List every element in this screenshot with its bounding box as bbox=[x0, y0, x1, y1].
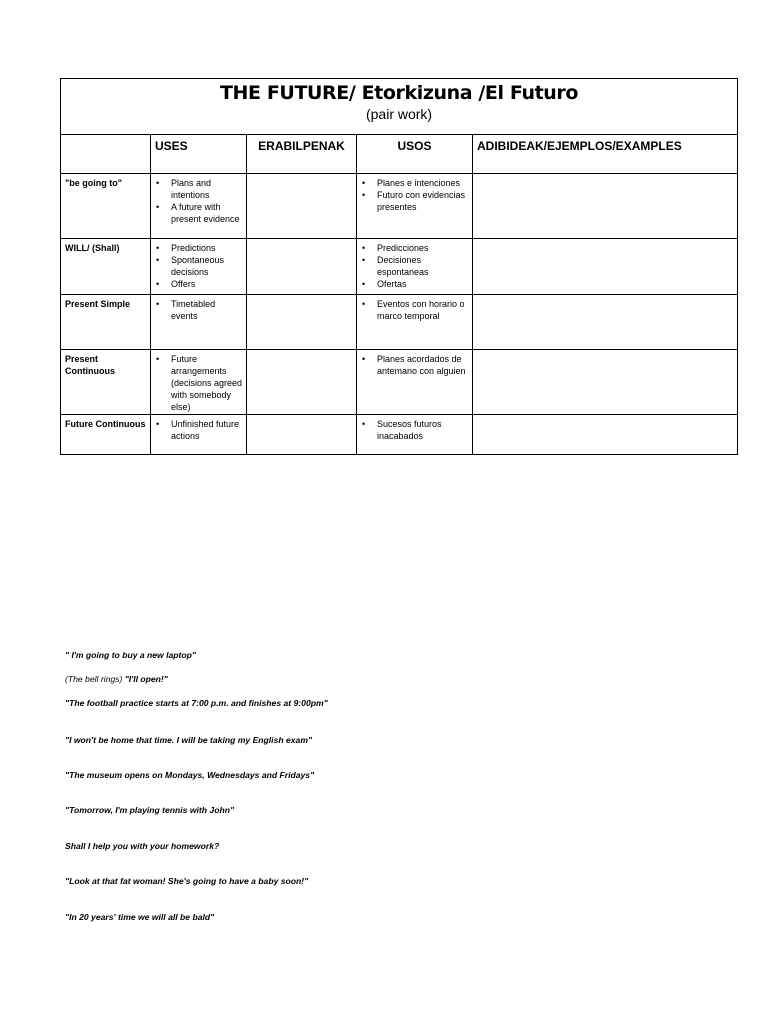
title-cell bbox=[61, 79, 738, 135]
example-sentence: "The football practice starts at 7:00 p.m. and finishes at 9:00pm" bbox=[65, 698, 328, 708]
list-item: • Timetabled events bbox=[151, 298, 246, 322]
future-tenses-table bbox=[60, 78, 738, 455]
header-blank bbox=[61, 135, 151, 174]
erabilpenak-cell bbox=[247, 415, 357, 455]
list-item: • Predictions bbox=[151, 242, 246, 254]
row-label: WILL/ (Shall) bbox=[61, 239, 151, 295]
usos-cell bbox=[357, 239, 473, 295]
examples-cell bbox=[473, 295, 738, 350]
list-item: • Predicciones bbox=[357, 242, 472, 254]
list-item: • Planes acordados de antemano con alguien bbox=[357, 353, 472, 377]
examples-cell bbox=[473, 174, 738, 239]
list-item: • Planes e intenciones bbox=[357, 177, 472, 189]
usos-cell bbox=[357, 174, 473, 239]
uses-cell bbox=[151, 350, 247, 415]
erabilpenak-cell bbox=[247, 174, 357, 239]
list-item: • Spontaneous decisions bbox=[151, 254, 246, 278]
examples-cell bbox=[473, 350, 738, 415]
example-sentence: "In 20 years' time we will all be bald" bbox=[65, 912, 215, 922]
table-row bbox=[61, 295, 738, 350]
table-row bbox=[61, 350, 738, 415]
header-uses: USES bbox=[151, 135, 247, 174]
header-examples: ADIBIDEAK/EJEMPLOS/EXAMPLES bbox=[473, 135, 738, 174]
usos-cell bbox=[357, 350, 473, 415]
list-item: • A future with present evidence bbox=[151, 201, 246, 225]
example-sentence: Shall I help you with your homework? bbox=[65, 841, 220, 851]
erabilpenak-cell bbox=[247, 350, 357, 415]
example-sentence: "Look at that fat woman! She's going to have a baby soon!" bbox=[65, 876, 309, 886]
row-label: Future Continuous bbox=[61, 415, 151, 455]
header-erabilpenak: ERABILPENAK bbox=[247, 135, 357, 174]
examples-cell bbox=[473, 415, 738, 455]
erabilpenak-cell bbox=[247, 295, 357, 350]
list-item: • Offers bbox=[151, 278, 246, 290]
example-sentence: "Tomorrow, I'm playing tennis with John" bbox=[65, 805, 235, 815]
table-row bbox=[61, 174, 738, 239]
page-subtitle: (pair work) bbox=[365, 106, 433, 122]
list-item: • Ofertas bbox=[357, 278, 472, 290]
row-label: "be going to" bbox=[61, 174, 151, 239]
example-sentence: (The bell rings) "I'll open!" bbox=[65, 674, 168, 684]
uses-cell bbox=[151, 239, 247, 295]
list-item: • Eventos con horario o marco temporal bbox=[357, 298, 472, 322]
example-sentence: "The museum opens on Mondays, Wednesdays and Fridays" bbox=[65, 770, 315, 780]
header-usos: USOS bbox=[357, 135, 473, 174]
uses-cell bbox=[151, 174, 247, 239]
table-row bbox=[61, 415, 738, 455]
table-row bbox=[61, 239, 738, 295]
page-title: THE FUTURE/ Etorkizuna /El Futuro bbox=[220, 82, 579, 104]
usos-cell bbox=[357, 295, 473, 350]
example-sentence: "I won't be home that time. I will be taking my English exam" bbox=[65, 735, 313, 745]
row-label: Present Continuous bbox=[61, 350, 151, 415]
list-item: • Sucesos futuros inacabados bbox=[357, 418, 472, 442]
list-item: • Decisiones espontaneas bbox=[357, 254, 472, 278]
uses-cell bbox=[151, 295, 247, 350]
usos-cell bbox=[357, 415, 473, 455]
uses-cell bbox=[151, 415, 247, 455]
row-label: Present Simple bbox=[61, 295, 151, 350]
list-item: • Future arrangements (decisions agreed with somebody else) bbox=[151, 353, 246, 413]
list-item: • Plans and intentions bbox=[151, 177, 246, 201]
erabilpenak-cell bbox=[247, 239, 357, 295]
example-sentence: " I'm going to buy a new laptop" bbox=[65, 650, 196, 660]
list-item: • Unfinished future actions bbox=[151, 418, 246, 442]
examples-cell bbox=[473, 239, 738, 295]
list-item: • Futuro con evidencias presentes bbox=[357, 189, 472, 213]
